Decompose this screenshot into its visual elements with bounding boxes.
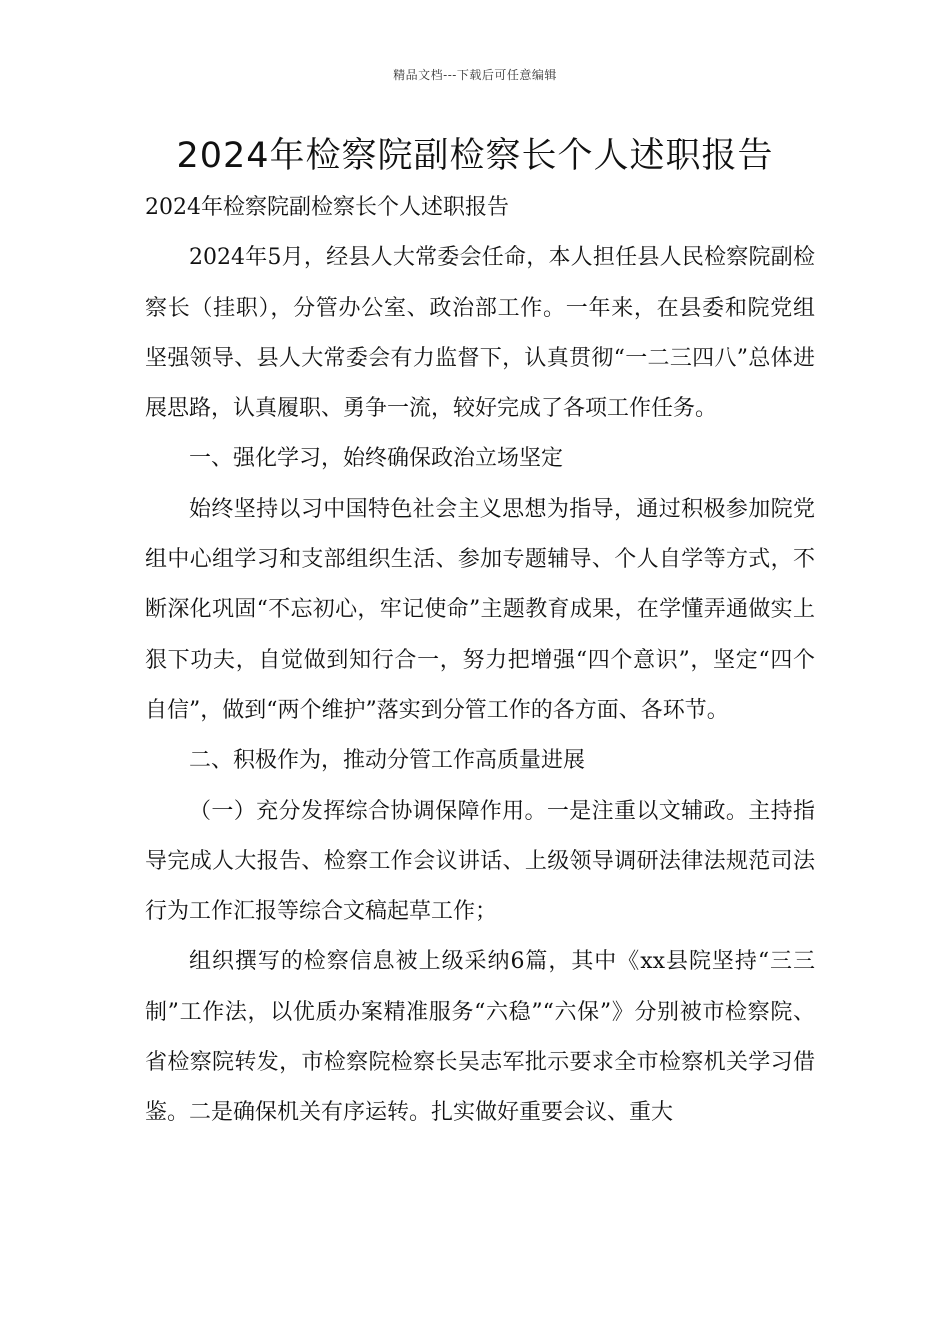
section-heading-2: 二、积极作为，推动分管工作高质量进展 xyxy=(189,748,586,774)
document-body xyxy=(145,183,815,1139)
section-heading-1: 一、强化学习，始终确保政治立场坚定 xyxy=(189,446,564,472)
study-paragraph: 始终坚持以习中国特色社会主义思想为指导，通过积极参加院党组中心组学习和支部组织生活、参加专题辅导、个人自学等方式，不断深化巩固“不忘初心，牢记使命”主题教育成果，在学懂弄通做实上狠下功夫，自觉做到知行合一，努力把增强“四个意识”，坚定“四个自信”，做到“两个维护”落实到分管工作的各方面、各环节。 xyxy=(145,496,815,723)
document-title: 2024年检察院副检察长个人述职报告 xyxy=(176,136,774,176)
subtitle-paragraph: 2024年检察院副检察长个人述职报告 xyxy=(145,195,509,220)
coordination-paragraph: （一）充分发挥综合协调保障作用。一是注重以文辅政。主持指导完成人大报告、检察工作会议讲话、上级领导调研法律法规范司法行为工作汇报等综合文稿起草工作； xyxy=(145,798,815,925)
header-note: 精品文档---下载后可任意编辑 xyxy=(393,68,557,82)
information-paragraph: 组织撰写的检察信息被上级采纳6篇，其中《xx县院坚持“三三制”工作法，以优质办案精准服务“六稳”“六保”》分别被市检察院、省检察院转发，市检察院检察长吴志军批示要求全市检察机关学习借鉴。二是确保机关有序运转。扎实做好重要会议、重大 xyxy=(145,949,815,1126)
intro-paragraph: 2024年5月，经县人大常委会任命，本人担任县人民检察院副检察长（挂职），分管办公室、政治部工作。一年来，在县委和院党组坚强领导、县人大常委会有力监督下，认真贯彻“一二三四八”总体进展思路，认真履职、勇争一流，较好完成了各项工作任务。 xyxy=(145,245,815,422)
